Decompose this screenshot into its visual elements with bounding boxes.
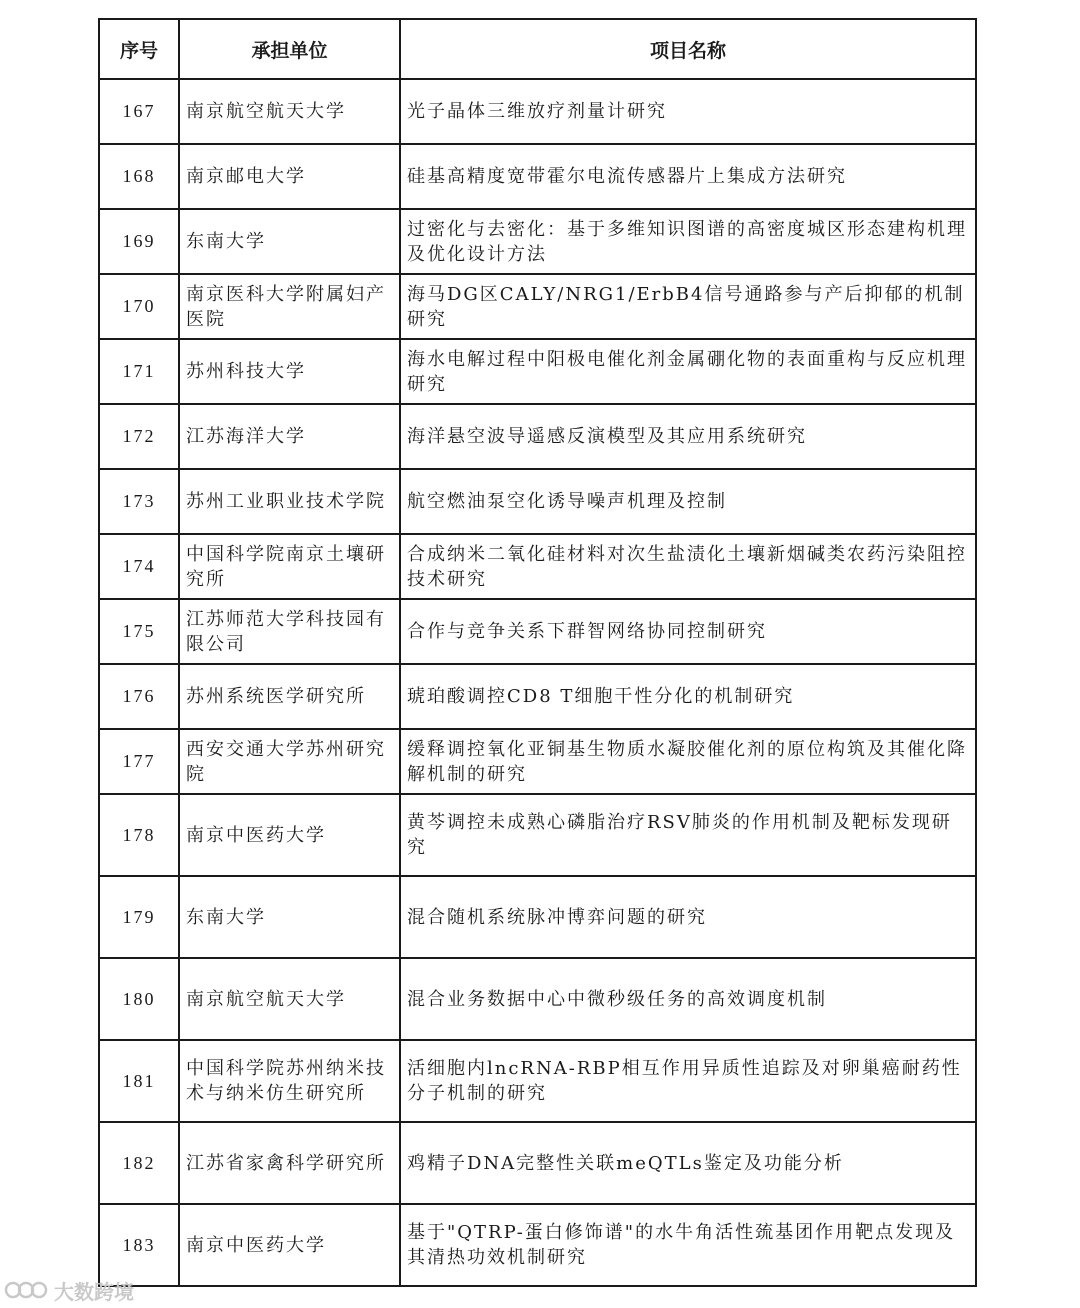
row-unit: 中国科学院南京土壤研究所	[179, 534, 400, 599]
table-row	[99, 664, 976, 729]
table-row	[99, 729, 976, 794]
table-row	[99, 794, 976, 876]
row-project: 琥珀酸调控CD8 T细胞干性分化的机制研究	[400, 664, 976, 729]
row-project: 海洋悬空波导遥感反演模型及其应用系统研究	[400, 404, 976, 469]
header-index: 序号	[99, 19, 179, 79]
row-unit: 江苏师范大学科技园有限公司	[179, 599, 400, 664]
row-number: 167	[99, 79, 179, 144]
watermark-text: 大数跨境	[54, 1279, 134, 1304]
table-header-row	[99, 19, 976, 79]
table-row	[99, 469, 976, 534]
table-row	[99, 876, 976, 958]
row-project: 海水电解过程中阳极电催化剂金属硼化物的表面重构与反应机理研究	[400, 339, 976, 404]
row-number: 170	[99, 274, 179, 339]
row-project: 鸡精子DNA完整性关联meQTLs鉴定及功能分析	[400, 1122, 976, 1204]
row-project: 海马DG区CALY/NRG1/ErbB4信号通路参与产后抑郁的机制研究	[400, 274, 976, 339]
table-row	[99, 599, 976, 664]
row-number: 171	[99, 339, 179, 404]
row-number: 175	[99, 599, 179, 664]
table-row	[99, 534, 976, 599]
table-row	[99, 339, 976, 404]
row-project: 黄芩调控未成熟心磷脂治疗RSV肺炎的作用机制及靶标发现研究	[400, 794, 976, 876]
table-row	[99, 1204, 976, 1286]
row-unit: 南京航空航天大学	[179, 79, 400, 144]
row-project: 活细胞内lncRNA-RBP相互作用异质性追踪及对卵巢癌耐药性分子机制的研究	[400, 1040, 976, 1122]
table-row	[99, 404, 976, 469]
row-project: 合成纳米二氧化硅材料对次生盐渍化土壤新烟碱类农药污染阻控技术研究	[400, 534, 976, 599]
header-project: 项目名称	[400, 19, 976, 79]
row-unit: 苏州系统医学研究所	[179, 664, 400, 729]
row-project: 航空燃油泵空化诱导噪声机理及控制	[400, 469, 976, 534]
table-row	[99, 79, 976, 144]
row-number: 181	[99, 1040, 179, 1122]
row-unit: 西安交通大学苏州研究院	[179, 729, 400, 794]
row-project: 基于"QTRP-蛋白修饰谱"的水牛角活性巯基团作用靶点发现及其清热功效机制研究	[400, 1204, 976, 1286]
row-project: 过密化与去密化：基于多维知识图谱的高密度城区形态建构机理及优化设计方法	[400, 209, 976, 274]
row-number: 182	[99, 1122, 179, 1204]
row-number: 178	[99, 794, 179, 876]
table-row	[99, 1040, 976, 1122]
row-unit: 苏州工业职业技术学院	[179, 469, 400, 534]
table-row	[99, 958, 976, 1040]
row-unit: 南京中医药大学	[179, 794, 400, 876]
row-number: 172	[99, 404, 179, 469]
row-unit: 东南大学	[179, 876, 400, 958]
row-project: 混合业务数据中心中微秒级任务的高效调度机制	[400, 958, 976, 1040]
row-project: 缓释调控氧化亚铜基生物质水凝胶催化剂的原位构筑及其催化降解机制的研究	[400, 729, 976, 794]
header-unit: 承担单位	[179, 19, 400, 79]
table-row	[99, 274, 976, 339]
table-row	[99, 1122, 976, 1204]
row-unit: 南京邮电大学	[179, 144, 400, 209]
table-row	[99, 209, 976, 274]
row-unit: 江苏省家禽科学研究所	[179, 1122, 400, 1204]
row-number: 173	[99, 469, 179, 534]
row-number: 179	[99, 876, 179, 958]
row-unit: 东南大学	[179, 209, 400, 274]
row-unit: 苏州科技大学	[179, 339, 400, 404]
row-number: 169	[99, 209, 179, 274]
row-number: 180	[99, 958, 179, 1040]
row-number: 174	[99, 534, 179, 599]
row-number: 176	[99, 664, 179, 729]
row-project: 合作与竞争关系下群智网络协同控制研究	[400, 599, 976, 664]
project-table	[98, 18, 977, 1287]
row-unit: 南京医科大学附属妇产医院	[179, 274, 400, 339]
table-row	[99, 144, 976, 209]
row-unit: 中国科学院苏州纳米技术与纳米仿生研究所	[179, 1040, 400, 1122]
bubble-logo-icon	[4, 1278, 48, 1302]
row-number: 183	[99, 1204, 179, 1286]
row-project: 混合随机系统脉冲博弈问题的研究	[400, 876, 976, 958]
row-number: 168	[99, 144, 179, 209]
row-unit: 南京航空航天大学	[179, 958, 400, 1040]
row-unit: 江苏海洋大学	[179, 404, 400, 469]
row-project: 光子晶体三维放疗剂量计研究	[400, 79, 976, 144]
watermark	[4, 1276, 134, 1304]
row-unit: 南京中医药大学	[179, 1204, 400, 1286]
row-project: 硅基高精度宽带霍尔电流传感器片上集成方法研究	[400, 144, 976, 209]
row-number: 177	[99, 729, 179, 794]
